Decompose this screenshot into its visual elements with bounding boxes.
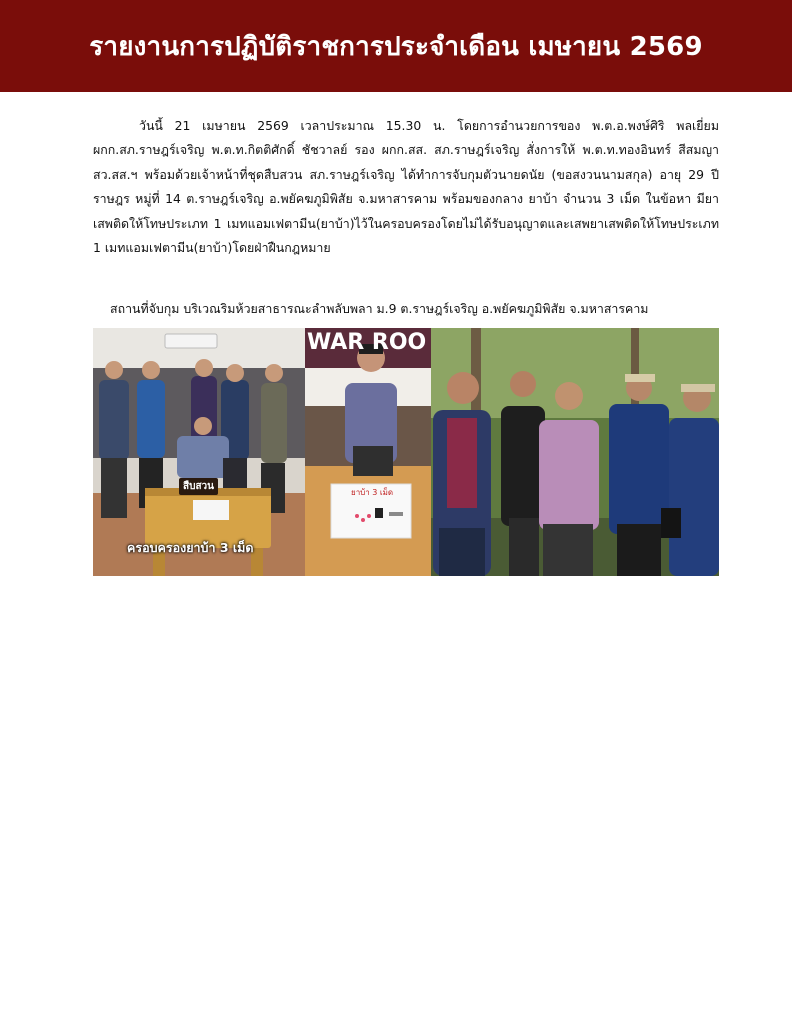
arrest-location: สถานที่จับกุม บริเวณริมห้วยสาธารณะลำพลับพลา ม.9 ต.ราษฎร์เจริญ อ.พยัคฆภูมิพิสัย จ.มหาสารคาม xyxy=(110,301,649,316)
header-banner xyxy=(0,0,792,92)
photo-caption: ครอบครองยาบ้า 3 เม็ด xyxy=(127,540,254,555)
background-sign: WAR ROO xyxy=(307,330,427,355)
photo-suspect-evidence xyxy=(305,328,431,576)
photo-strip xyxy=(93,328,719,576)
evidence-note: ยาบ้า 3 เม็ด xyxy=(351,488,394,497)
team-badge: สืบสวน xyxy=(179,478,218,495)
report-body xyxy=(93,114,719,260)
page-title: รายงานการปฏิบัติราชการประจำเดือน เมษายน 2569 xyxy=(89,31,703,62)
report-paragraph: วันนี้ 21 เมษายน 2569 เวลาประมาณ 15.30 น. โดยการอำนวยการของ พ.ต.อ.พงษ์ศิริ พลเยี่ยม ผกก.สภ.ราษฎร์เจริญ พ.ต.ท.กิตติศักดิ์ ชัชวาลย์ รอง ผกก.สส. สภ.ราษฎร์เจริญ สั่งการให้ พ.ต.ท.ทองอินทร์ สีสมญา สว.สส.ฯ พร้อมด้วยเจ้าหน้าที่ชุดสืบสวน สภ.ราษฎร์เจริญ ได้ทำการจับกุมตัวนายดนัย (ขอสงวนนามสกุล) อายุ 29 ปี ราษฎร หมู่ที่ 14 ต.ราษฎร์เจริญ อ.พยัคฆภูมิพิสัย จ.มหาสารคาม พร้อมของกลาง ยาบ้า จำนวน 3 เม็ด ในข้อหา มียาเสพติดให้โทษประเภท 1 เมทแอมเฟตามีน(ยาบ้า)ไว้ในครอบครองโดยไม่ได้รับอนุญาตและเสพยาเสพติดให้โทษประเภท 1 เมทแอมเฟตามีน(ยาบ้า)โดยฝ่าฝืนกฎหมาย xyxy=(93,118,719,256)
photo-team-table xyxy=(93,328,305,576)
photo-arrest-scene xyxy=(431,328,719,576)
photo-arrest-scene-image xyxy=(431,328,719,576)
photo-suspect-evidence-image xyxy=(305,328,431,576)
